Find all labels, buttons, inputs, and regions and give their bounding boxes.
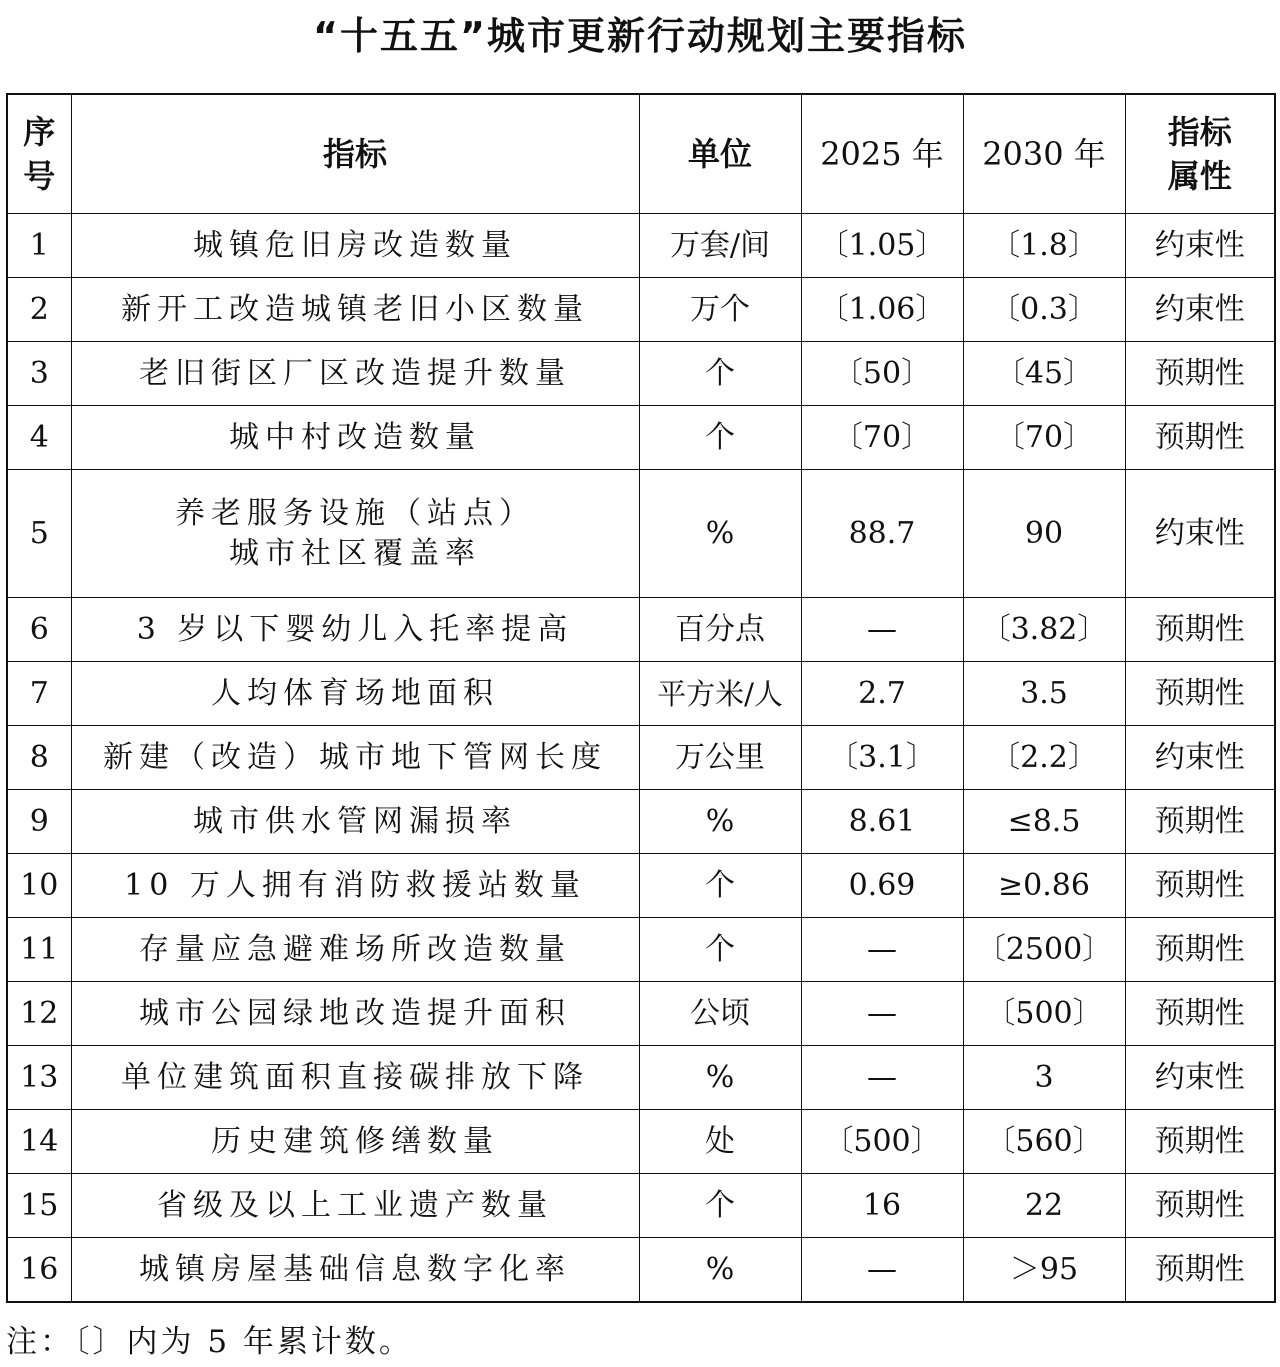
row-unit: % — [639, 470, 801, 598]
row-seq: 7 — [7, 662, 71, 726]
row-indicator-line: 10 万人拥有消防救援站数量 — [124, 867, 586, 903]
table-row — [7, 406, 1275, 470]
row-unit: 平方米/人 — [639, 662, 801, 726]
row-value-2030: ≥0.86 — [963, 854, 1125, 918]
row-value-2030: 〔3.82〕 — [963, 598, 1125, 662]
row-seq: 1 — [7, 214, 71, 278]
footnote: 注：〔〕内为 5 年累计数。 — [6, 1324, 413, 1360]
row-indicator-line: 城中村改造数量 — [229, 419, 481, 455]
table-row — [7, 342, 1275, 406]
table-row — [7, 790, 1275, 854]
table-row — [7, 598, 1275, 662]
row-attribute: 约束性 — [1125, 278, 1275, 342]
row-unit: 百分点 — [639, 598, 801, 662]
row-attribute: 预期性 — [1125, 918, 1275, 982]
table-row — [7, 918, 1275, 982]
table-row — [7, 982, 1275, 1046]
row-value-2030: 〔70〕 — [963, 406, 1125, 470]
row-indicator-line: 历史建筑修缮数量 — [211, 1123, 499, 1159]
row-indicator — [71, 918, 639, 982]
row-unit: 万公里 — [639, 726, 801, 790]
page-title: “十五五”城市更新行动规划主要指标 — [313, 14, 967, 58]
header-unit: 单位 — [639, 94, 801, 214]
row-unit: % — [639, 1046, 801, 1110]
row-indicator-line: 3 岁以下婴幼儿入托率提高 — [136, 611, 574, 647]
indicators-table — [6, 93, 1276, 1303]
row-indicator-line: 新建（改造）城市地下管网长度 — [103, 739, 607, 775]
header-seq-line1: 序 — [23, 113, 56, 151]
row-attribute: 预期性 — [1125, 342, 1275, 406]
row-value-2025: — — [801, 1046, 963, 1110]
row-seq: 8 — [7, 726, 71, 790]
row-indicator — [71, 1046, 639, 1110]
row-value-2025: — — [801, 1238, 963, 1303]
header-2025 — [801, 94, 963, 214]
table-row — [7, 662, 1275, 726]
table-row — [7, 470, 1275, 598]
row-indicator-line: 新开工改造城镇老旧小区数量 — [121, 291, 589, 327]
row-value-2025: 〔70〕 — [801, 406, 963, 470]
row-unit: 个 — [639, 406, 801, 470]
row-unit: 万个 — [639, 278, 801, 342]
row-seq: 15 — [7, 1174, 71, 1238]
row-value-2030: 〔500〕 — [963, 982, 1125, 1046]
row-indicator — [71, 406, 639, 470]
header-2030 — [963, 94, 1125, 214]
row-value-2030: 〔0.3〕 — [963, 278, 1125, 342]
row-attribute: 预期性 — [1125, 1238, 1275, 1303]
row-value-2025: 0.69 — [801, 854, 963, 918]
row-value-2030: 〔45〕 — [963, 342, 1125, 406]
row-seq: 4 — [7, 406, 71, 470]
row-indicator-line: 养老服务设施（站点） — [175, 495, 535, 531]
row-value-2025: 〔1.05〕 — [801, 214, 963, 278]
row-unit: 万套/间 — [639, 214, 801, 278]
row-indicator — [71, 342, 639, 406]
row-attribute: 约束性 — [1125, 726, 1275, 790]
row-indicator-line: 城市供水管网漏损率 — [193, 803, 517, 839]
row-seq: 5 — [7, 470, 71, 598]
row-value-2025: 8.61 — [801, 790, 963, 854]
row-indicator-line: 老旧街区厂区改造提升数量 — [139, 355, 571, 391]
table-row — [7, 214, 1275, 278]
row-value-2025: 2.7 — [801, 662, 963, 726]
row-seq: 11 — [7, 918, 71, 982]
row-attribute: 约束性 — [1125, 470, 1275, 598]
header-seq-line2: 号 — [23, 157, 56, 195]
row-attribute: 约束性 — [1125, 1046, 1275, 1110]
row-value-2030: 22 — [963, 1174, 1125, 1238]
row-indicator — [71, 854, 639, 918]
row-seq: 2 — [7, 278, 71, 342]
table-row — [7, 1174, 1275, 1238]
row-attribute: 预期性 — [1125, 406, 1275, 470]
row-attribute: 预期性 — [1125, 598, 1275, 662]
row-indicator — [71, 982, 639, 1046]
header-attribute — [1125, 94, 1275, 214]
row-indicator-line: 人均体育场地面积 — [211, 675, 499, 711]
table-row — [7, 1238, 1275, 1303]
row-value-2025: 〔50〕 — [801, 342, 963, 406]
header-attribute-line1: 指标 — [1167, 113, 1232, 151]
header-2030-label: 2030 年 — [982, 135, 1106, 173]
table-row — [7, 726, 1275, 790]
row-seq: 10 — [7, 854, 71, 918]
row-attribute: 预期性 — [1125, 662, 1275, 726]
row-indicator-line: 城市公园绿地改造提升面积 — [139, 995, 571, 1031]
row-indicator — [71, 1174, 639, 1238]
row-indicator — [71, 278, 639, 342]
row-indicator — [71, 598, 639, 662]
row-unit: 处 — [639, 1110, 801, 1174]
row-unit: % — [639, 790, 801, 854]
row-attribute: 预期性 — [1125, 790, 1275, 854]
row-value-2030: 〔1.8〕 — [963, 214, 1125, 278]
header-2025-label: 2025 年 — [820, 135, 944, 173]
row-attribute: 预期性 — [1125, 1174, 1275, 1238]
table-header-row — [7, 94, 1275, 214]
row-value-2030: 3 — [963, 1046, 1125, 1110]
row-indicator-line: 存量应急避难场所改造数量 — [139, 931, 571, 967]
row-seq: 3 — [7, 342, 71, 406]
row-value-2025: 〔1.06〕 — [801, 278, 963, 342]
row-indicator — [71, 662, 639, 726]
row-seq: 13 — [7, 1046, 71, 1110]
row-indicator — [71, 1110, 639, 1174]
row-value-2025: — — [801, 982, 963, 1046]
row-value-2030: 〔2500〕 — [963, 918, 1125, 982]
header-indicator: 指标 — [71, 94, 639, 214]
row-value-2025: 〔500〕 — [801, 1110, 963, 1174]
row-indicator-line: 单位建筑面积直接碳排放下降 — [121, 1059, 589, 1095]
row-value-2025: 88.7 — [801, 470, 963, 598]
row-unit: % — [639, 1238, 801, 1303]
row-value-2030: 90 — [963, 470, 1125, 598]
row-seq: 16 — [7, 1238, 71, 1303]
row-indicator — [71, 214, 639, 278]
row-attribute: 约束性 — [1125, 214, 1275, 278]
row-indicator-line: 城镇危旧房改造数量 — [193, 227, 517, 263]
table-row — [7, 1046, 1275, 1110]
row-indicator — [71, 726, 639, 790]
row-indicator — [71, 470, 639, 598]
row-value-2030: ＞95 — [963, 1238, 1125, 1303]
row-value-2030: 〔2.2〕 — [963, 726, 1125, 790]
header-attribute-line2: 属性 — [1167, 157, 1232, 195]
table-row — [7, 1110, 1275, 1174]
row-attribute: 预期性 — [1125, 982, 1275, 1046]
row-value-2030: 3.5 — [963, 662, 1125, 726]
row-value-2025: 〔3.1〕 — [801, 726, 963, 790]
row-indicator-line: 城镇房屋基础信息数字化率 — [139, 1251, 571, 1287]
header-seq — [7, 94, 71, 214]
row-value-2030: ≤8.5 — [963, 790, 1125, 854]
row-indicator — [71, 790, 639, 854]
row-attribute: 预期性 — [1125, 1110, 1275, 1174]
table-row — [7, 278, 1275, 342]
table-body — [7, 214, 1275, 1303]
row-indicator-line: 省级及以上工业遗产数量 — [157, 1187, 553, 1223]
row-unit: 个 — [639, 918, 801, 982]
row-value-2025: — — [801, 918, 963, 982]
row-unit: 个 — [639, 854, 801, 918]
row-seq: 12 — [7, 982, 71, 1046]
row-indicator-line: 城市社区覆盖率 — [229, 535, 481, 571]
row-value-2030: 〔560〕 — [963, 1110, 1125, 1174]
row-unit: 个 — [639, 342, 801, 406]
row-attribute: 预期性 — [1125, 854, 1275, 918]
row-indicator — [71, 1238, 639, 1303]
row-value-2025: — — [801, 598, 963, 662]
row-seq: 6 — [7, 598, 71, 662]
row-unit: 公顷 — [639, 982, 801, 1046]
table-row — [7, 854, 1275, 918]
row-unit: 个 — [639, 1174, 801, 1238]
row-value-2025: 16 — [801, 1174, 963, 1238]
row-seq: 14 — [7, 1110, 71, 1174]
row-seq: 9 — [7, 790, 71, 854]
